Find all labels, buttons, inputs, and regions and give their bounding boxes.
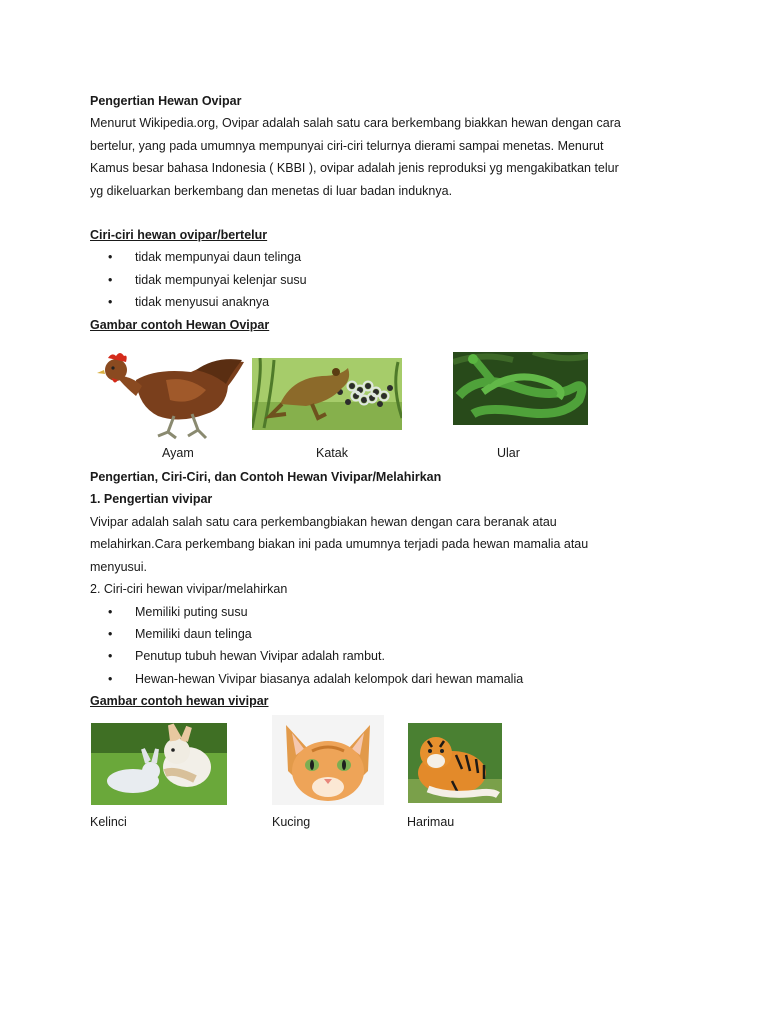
cat-image <box>272 715 384 805</box>
ovipar-title: Pengertian Hewan Ovipar <box>90 94 242 108</box>
snake-image <box>453 352 588 425</box>
vivipar-images <box>90 713 690 837</box>
list-item: • Hewan-hewan Vivipar biasanya adalah kelompok dari hewan mamalia <box>135 668 690 690</box>
ovipar-para-line: yg dikeluarkan berkembang dan menetas di luar badan induknya. <box>90 183 453 198</box>
list-item: • tidak menyusui anaknya <box>135 291 690 313</box>
ovipar-examples-heading: Gambar contoh Hewan Ovipar <box>90 317 270 332</box>
caption-katak: Katak <box>316 446 348 461</box>
vivipar-title: Pengertian, Ciri-Ciri, dan Contoh Hewan Vivipar/Melahirkan <box>90 470 442 485</box>
caption-ayam: Ayam <box>162 446 194 461</box>
vivipar-para-line: Vivipar adalah salah satu cara perkembangbiakan hewan dengan cara beranak atau <box>90 514 557 529</box>
list-item: • tidak mempunyai daun telinga <box>135 246 690 268</box>
vivipar-traits-heading: 2. Ciri-ciri hewan vivipar/melahirkan <box>90 582 288 597</box>
vivipar-para-line: melahirkan.Cara perkembang biakan ini pada umumnya terjadi pada hewan mamalia atau <box>90 537 589 552</box>
ovipar-para-line: bertelur, yang pada umumnya mempunyai ciri-ciri telurnya dierami sampai menetas. Menurut <box>90 138 604 153</box>
list-item: • Memiliki puting susu <box>135 601 690 623</box>
rabbit-image <box>91 723 227 805</box>
ovipar-para-line: Menurut Wikipedia.org, Ovipar adalah salah satu cara berkembang biakkan hewan dengan cara <box>90 116 621 131</box>
chicken-image <box>96 350 246 442</box>
list-item: • Penutup tubuh hewan Vivipar adalah rambut. <box>135 645 690 667</box>
document-page <box>90 90 690 837</box>
ovipar-traits-heading: Ciri-ciri hewan ovipar/bertelur <box>90 228 268 243</box>
ovipar-para-line: Kamus besar bahasa Indonesia ( KBBI ), ovipar adalah jenis reproduksi yg mengakibatkan telur <box>90 161 619 176</box>
tiger-image <box>408 723 502 803</box>
vivipar-examples-heading: Gambar contoh hewan vivipar <box>90 694 269 709</box>
ovipar-images <box>90 336 690 466</box>
list-item: • tidak mempunyai kelenjar susu <box>135 269 690 291</box>
caption-kucing: Kucing <box>272 814 311 829</box>
caption-harimau: Harimau <box>407 814 455 829</box>
vivipar-traits-list <box>90 601 690 691</box>
frog-image <box>252 358 402 430</box>
vivipar-def-heading: 1. Pengertian vivipar <box>90 492 213 507</box>
list-item: • Memiliki daun telinga <box>135 623 690 645</box>
vivipar-para-line: menyusui. <box>90 559 147 574</box>
ovipar-traits-list <box>90 246 690 313</box>
caption-ular: Ular <box>497 446 520 461</box>
caption-kelinci: Kelinci <box>90 814 127 829</box>
